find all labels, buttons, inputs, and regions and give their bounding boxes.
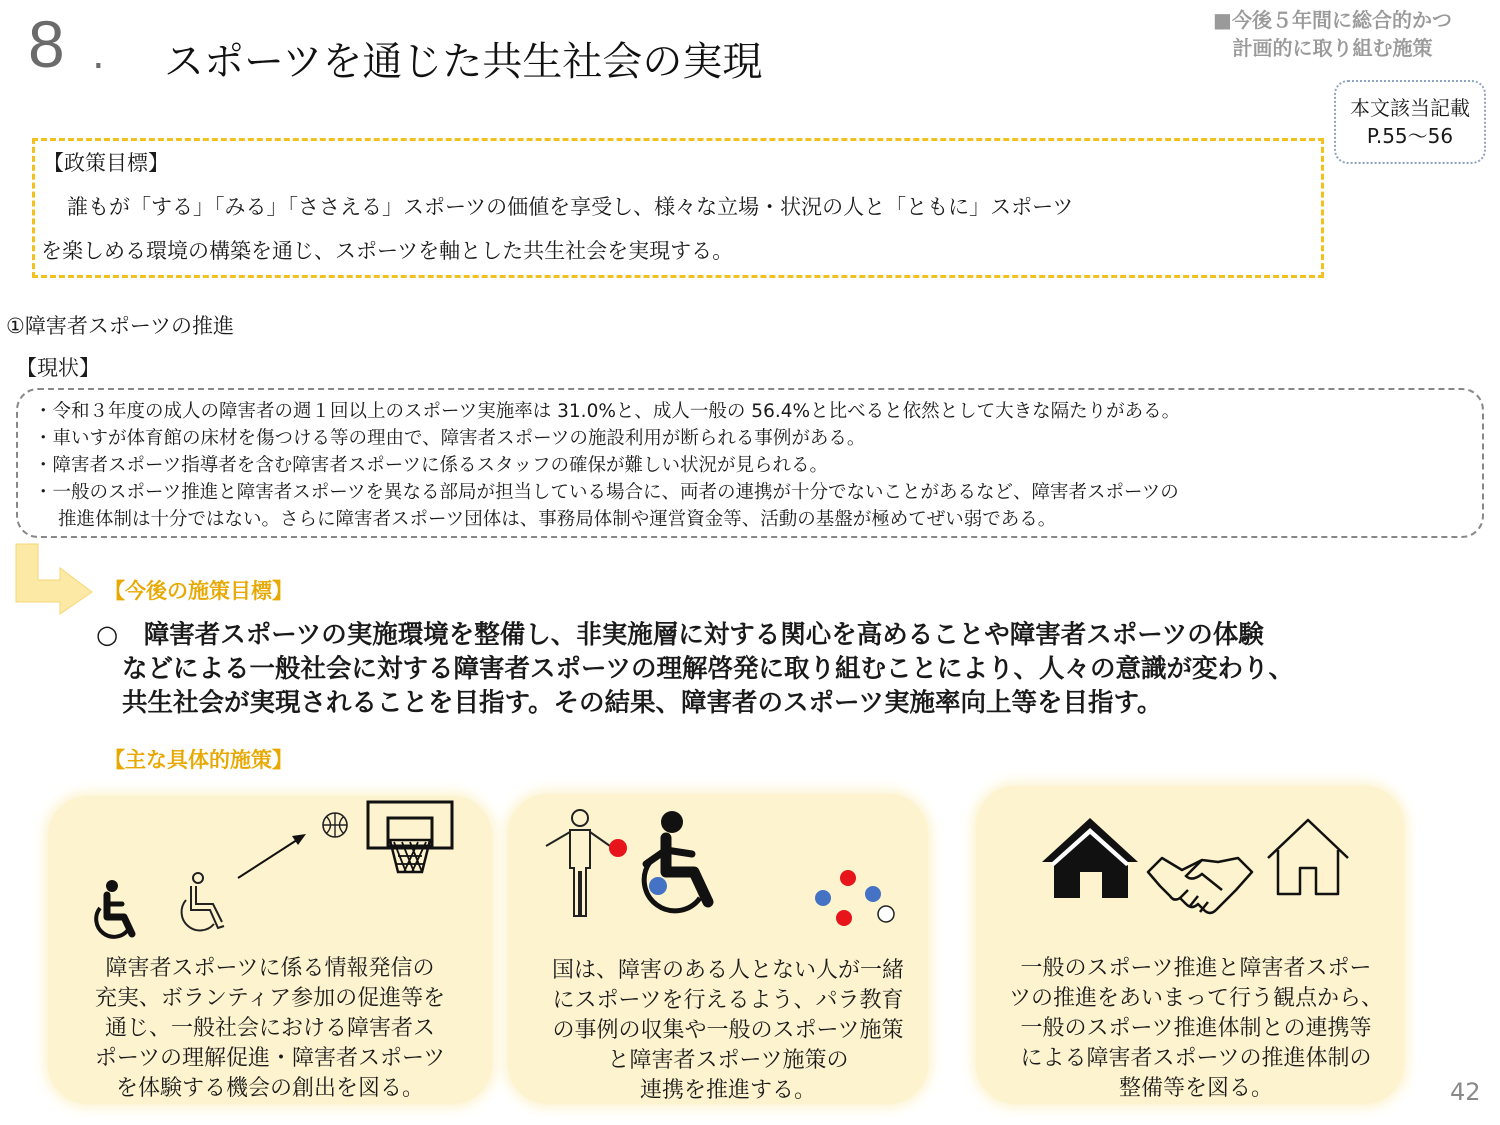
status-item: ・令和３年度の成人の障害者の週１回以上のスポーツ実施率は 31.0%と、成人一般の 56.4%と比べると依然として大きな隔たりがある。 (34, 401, 1181, 422)
house-outline-icon (1262, 816, 1354, 896)
measure-card-line: 障害者スポーツに係る情報発信の (105, 956, 435, 981)
future-goal-line1: ○ 障害者スポーツの実施環境を整備し、非実施層に対する関心を高めることや障害者スポーツの体験 (96, 620, 1264, 650)
corner-label-line1: ■今後５年間に総合的かつ (1213, 8, 1452, 32)
future-goal-line3: 共生社会が実現されることを目指す。その結果、障害者のスポーツ実施率向上等を目指す。 (122, 688, 1163, 718)
measure-card-line: 一般のスポーツ推進と障害者スポー (1020, 956, 1372, 981)
measure-card-line: 国は、障害のある人とない人が一緒 (551, 958, 904, 983)
measure-card-line: 一般のスポーツ推進体制との連携等 (1020, 1016, 1372, 1041)
page-title: スポーツを通じた共生社会の実現 (164, 39, 763, 85)
measure-card-2-text (512, 956, 944, 1106)
measure-card-line: 連携を推進する。 (639, 1078, 816, 1103)
measure-card-line: の事例の収集や一般のスポーツ施策 (552, 1018, 904, 1043)
measure-card-3-text (980, 954, 1412, 1104)
section-number: 8 (28, 7, 67, 81)
wheelchair-outline-icon (176, 872, 234, 934)
section-number-dot: . (92, 32, 105, 78)
future-goal-heading: 【今後の施策目標】 (104, 579, 293, 603)
status-item-continued: 推進体制は十分ではない。さらに障害者スポーツ団体は、事務局体制や運営資金等、活動の基盤が極めてぜい弱である。 (58, 509, 1057, 530)
basketball-hoop-icon (364, 800, 456, 874)
corner-label (1180, 6, 1485, 62)
policy-goal-box (32, 138, 1324, 278)
measure-card-line: を体験する機会の創出を図る。 (115, 1076, 424, 1101)
reference-line2: P.55～56 (1366, 124, 1454, 148)
measure-card-line: 充実、ボランティア参加の促進等を (94, 986, 446, 1011)
measure-card-line: にスポーツを行えるよう、パラ教育 (552, 988, 904, 1013)
colored-balls-icon (810, 866, 900, 930)
status-item: ・障害者スポーツ指導者を含む障害者スポーツに係るスタッフの確保が難しい状況が見られる。 (34, 455, 829, 476)
status-item: ・一般のスポーツ推進と障害者スポーツを異なる部局が担当している場合に、両者の連携が十分でないことがあるなど、障害者スポーツの (34, 482, 1179, 503)
house-filled-icon (1040, 816, 1140, 900)
measure-card-line: ツの推進をあいまって行う観点から、 (1008, 986, 1383, 1011)
basketball-icon (320, 810, 350, 840)
measure-card-line: ポーツの理解促進・障害者スポーツ (94, 1046, 446, 1071)
corner-label-line2: 計画的に取り組む施策 (1232, 36, 1433, 60)
wheelchair-user-icon (90, 880, 146, 942)
page-number: 42 (1450, 1078, 1481, 1106)
person-with-ball-icon (540, 808, 630, 920)
status-box (16, 388, 1484, 538)
status-heading: 【現状】 (16, 356, 100, 380)
measure-card-line: による障害者スポーツの推進体制の (1020, 1046, 1372, 1071)
future-goal-line2: などによる一般社会に対する障害者スポーツの理解啓発に取り組むことにより、人々の意識が変わり、 (122, 654, 1294, 684)
policy-goal-heading: 【政策目標】 (43, 151, 169, 175)
measure-card-line: 整備等を図る。 (1118, 1076, 1273, 1101)
measure-card-line: と障害者スポーツ施策の (607, 1048, 849, 1073)
measure-card-line: 通じ、一般社会における障害者ス (104, 1016, 435, 1041)
wheelchair-athlete-icon (638, 810, 732, 920)
arrow-icon (234, 832, 308, 882)
status-item: ・車いすが体育館の床材を傷つける等の理由で、障害者スポーツの施設利用が断られる事例がある。 (34, 428, 866, 449)
measures-heading: 【主な具体的施策】 (104, 748, 293, 772)
reference-line1: 本文該当記載 (1350, 96, 1470, 120)
policy-goal-text-line1: 誰もが「する」「みる」「ささえる」スポーツの価値を享受し、様々な立場・状況の人と「ともに」スポーツ (67, 195, 1074, 219)
handshake-icon (1146, 850, 1254, 920)
future-goal-text (96, 618, 1466, 720)
measure-card-1-text (52, 954, 488, 1104)
down-right-arrow-icon (12, 544, 92, 614)
section-heading: ①障害者スポーツの推進 (6, 314, 234, 338)
policy-goal-text-line2: を楽しめる環境の構築を通じ、スポーツを軸とした共生社会を実現する。 (41, 239, 734, 263)
reference-box (1334, 80, 1486, 164)
